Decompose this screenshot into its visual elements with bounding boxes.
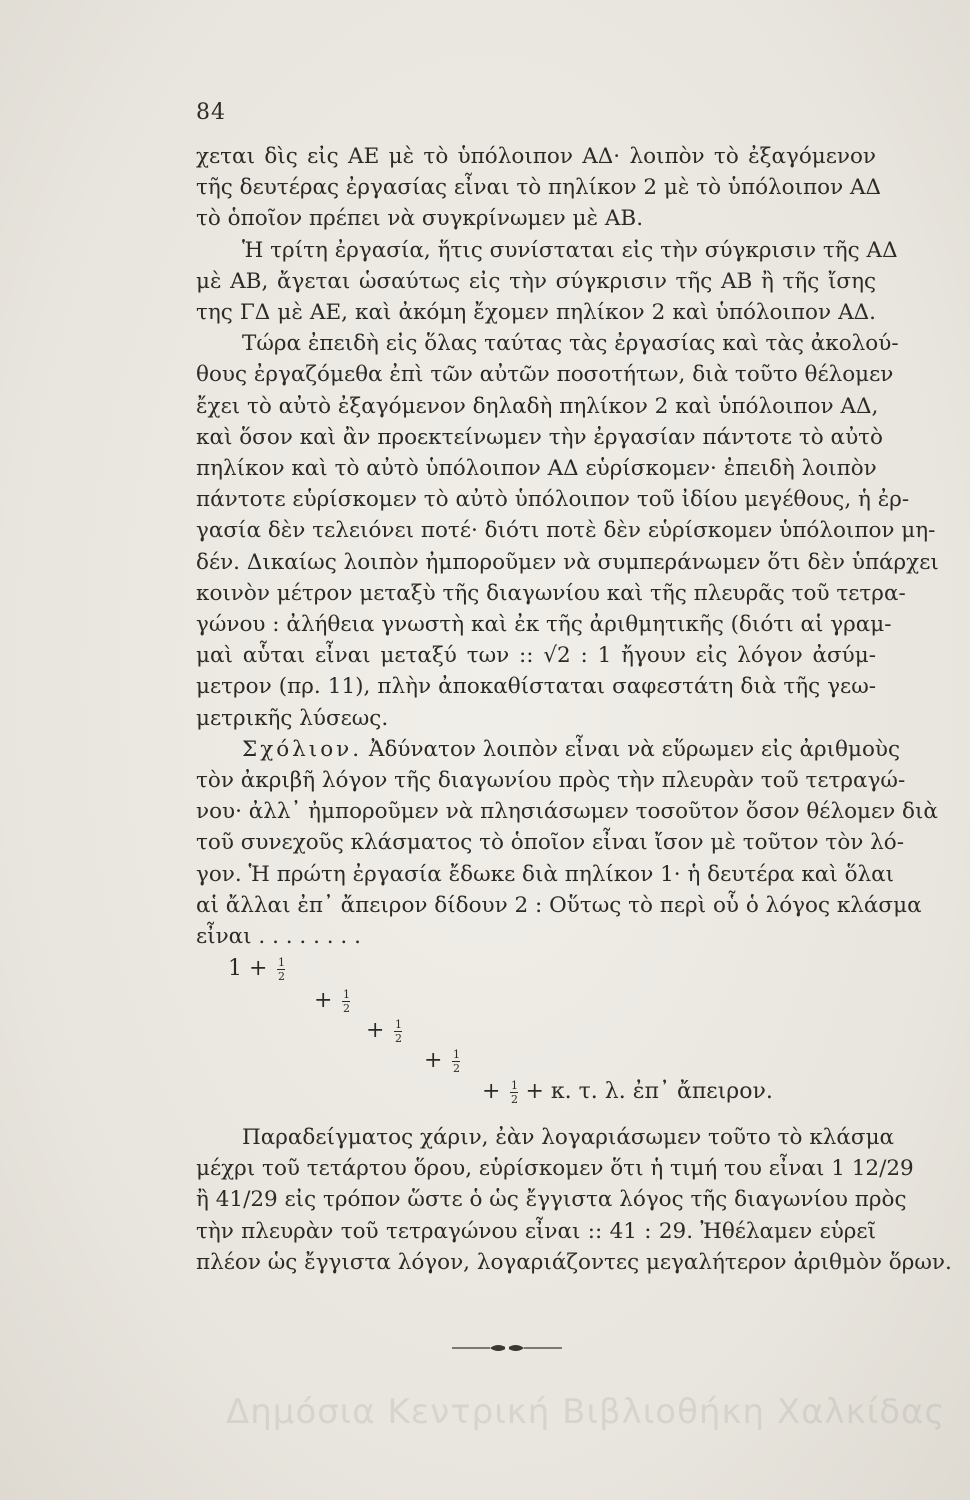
text-line: μαὶ αὗται εἶναι μεταξύ των :: √2 : 1 ἤγουν εἰς λόγον ἀσύμ- [196, 643, 876, 669]
series-tail: + $\frac{1}{2}$ + κ. τ. λ. ἐπ᾽ ἄπειρον. [482, 1078, 773, 1106]
text-line: τὸ ὁποῖον πρέπει νὰ συγκρίνωμεν μὲ ΑΒ. [196, 206, 644, 232]
text-line: πάντοτε εὑρίσκομεν τὸ αὐτὸ ὑπόλοιπον τοῦ ἰδίου μεγέθους, ἡ ἐρ- [196, 487, 910, 513]
text-line: μὲ ΑΒ, ἄγεται ὡσαύτως εἰς τὴν σύγκρισιν τῆς ΑΒ ἢ τῆς ἴσης [196, 268, 876, 294]
text-line: της ΓΔ μὲ ΑΕ, καὶ ἀκόμη ἔχομεν πηλίκον 2 καὶ ὑπόλοιπον ΑΔ. [196, 300, 876, 326]
text-block-top [196, 141, 939, 952]
text-line: Παραδείγματος χάριν, ἐὰν λογαριάσωμεν τοῦτο τὸ κλάσμα [242, 1125, 895, 1150]
fraction: $\frac{1}{2}$ [452, 1047, 460, 1075]
text-line: γασία δὲν τελειόνει ποτέ· διότι ποτὲ δὲν εὑρίσκομεν ὑπόλοιπον μη- [196, 518, 936, 544]
text-line: κοινὸν μέτρον μεταξὺ τῆς διαγωνίου καὶ τῆς πλευρᾶς τοῦ τετρα- [196, 580, 906, 606]
text-line: μετρον (πρ. 11), πλὴν ἀποκαθίσταται σαφεστάτη διὰ τῆς γεω- [196, 674, 876, 700]
text-block-bottom [196, 1122, 952, 1278]
text-line: Τώρα ἐπειδὴ εἰς ὅλας ταύτας τὰς ἐργασίας καὶ τὰς ἀκολού- [242, 331, 899, 357]
text-line: τῆς δευτέρας ἐργασίας εἶναι τὸ πηλίκον 2 μὲ τὸ ὑπόλοιπον ΑΔ [196, 175, 882, 201]
text-line: πλέον ὡς ἔγγιστα λόγον, λογαριάζοντες μεγαλήτερον ἀριθμὸν ὅρων. [196, 1249, 952, 1275]
text-line: τὴν πλευρὰν τοῦ τετραγώνου εἶναι :: 41 : 29. Ἠθέλαμεν εὑρεῖ [196, 1218, 876, 1244]
text-line: ἢ 41/29 εἰς τρόπον ὥστε ὁ ὡς ἔγγιστα λόγος τῆς διαγωνίου πρὸς [196, 1187, 907, 1213]
text-line: μετρικῆς λύσεως. [196, 705, 389, 731]
text-line: μέχρι τοῦ τετάρτου ὅρου, εὑρίσκομεν ὅτι ἡ τιμή του εἶναι 1 12/29 [196, 1156, 914, 1182]
library-watermark: Δημόσια Κεντρική Βιβλιοθήκη Χαλκίδας [226, 1392, 946, 1432]
text-line: ἔχει τὸ αὐτὸ ἐξαγόμενον δηλαδὴ πηλίκον 2 καὶ ὑπόλοιπον ΑΔ, [196, 393, 879, 419]
scholion-label: Σχόλιον. [242, 736, 363, 762]
text-line: γον. Ἡ πρώτη ἐργασία ἔδωκε διὰ πηλίκον 1· ἡ δευτέρα καὶ ὅλαι [196, 861, 895, 887]
text-line: καὶ ὅσον καὶ ἂν προεκτείνωμεν τὴν ἐργασίαν πάντοτε τὸ αὐτὸ [196, 424, 883, 450]
text-line: θους ἐργαζόμεθα ἐπὶ τῶν αὐτῶν ποσοτήτων, διὰ τοῦτο θέλομεν [196, 362, 894, 388]
text-line: τὸν ἀκριβῆ λόγον τῆς διαγωνίου πρὸς τὴν πλευρὰν τοῦ τετραγώ- [196, 768, 906, 794]
fraction: $\frac{1}{2}$ [510, 1078, 518, 1106]
page-number: 84 [196, 100, 226, 125]
scholion-first-line [196, 734, 901, 765]
scholion-first-rest: Ἀδύνατον λοιπὸν εἶναι νὰ εὕρωμεν εἰς ἀριθμοὺς [368, 736, 901, 762]
series-term: + $\frac{1}{2}$ [424, 1047, 460, 1075]
series-term: 1 + $\frac{1}{2}$ [228, 955, 285, 983]
text-line: νου· ἀλλ᾽ ἠμποροῦμεν νὰ πλησιάσωμεν τοσοῦτον ὅσον θέλομεν διὰ [196, 799, 938, 825]
text-line: χεται δὶς εἰς ΑΕ μὲ τὸ ὑπόλοιπον ΑΔ· λοιπὸν τὸ ἐξαγόμενον [196, 144, 876, 169]
text-line: Ἡ τρίτη ἐργασία, ἥτις συνίσταται εἰς τὴν σύγκρισιν τῆς ΑΔ [242, 237, 898, 263]
text-line: πηλίκον καὶ τὸ αὐτὸ ὑπόλοιπον ΑΔ εὑρίσκομεν· ἐπειδὴ λοιπὸν [196, 456, 877, 482]
text-line: εἶναι . . . . . . . . [196, 924, 361, 950]
continued-fraction-series [196, 956, 876, 1116]
text-line: αἱ ἄλλαι ἐπ᾽ ἄπειρον δίδουν 2 : Οὕτως τὸ περὶ οὗ ὁ λόγος κλάσμα [196, 892, 922, 918]
text-line: τοῦ συνεχοῦς κλάσματος τὸ ὁποῖον εἶναι ἴσον μὲ τοῦτον τὸν λό- [196, 830, 904, 856]
series-term: + $\frac{1}{2}$ [366, 1017, 402, 1045]
text-line: δέν. Δικαίως λοιπὸν ἠμποροῦμεν νὰ συμπεράνωμεν ὅτι δὲν ὑπάρχει [196, 549, 939, 575]
text-line: γώνου : ἀλήθεια γνωστὴ καὶ ἐκ τῆς ἀριθμητικῆς (διότι αἱ γραμ- [196, 612, 892, 638]
ornament-divider-icon [452, 1340, 562, 1356]
fraction: $\frac{1}{2}$ [277, 955, 285, 983]
fraction: $\frac{1}{2}$ [394, 1017, 402, 1045]
series-term: + $\frac{1}{2}$ [314, 987, 350, 1015]
fraction: $\frac{1}{2}$ [342, 987, 350, 1015]
series-tail-text: κ. τ. λ. ἐπ᾽ ἄπειρον. [550, 1079, 773, 1104]
